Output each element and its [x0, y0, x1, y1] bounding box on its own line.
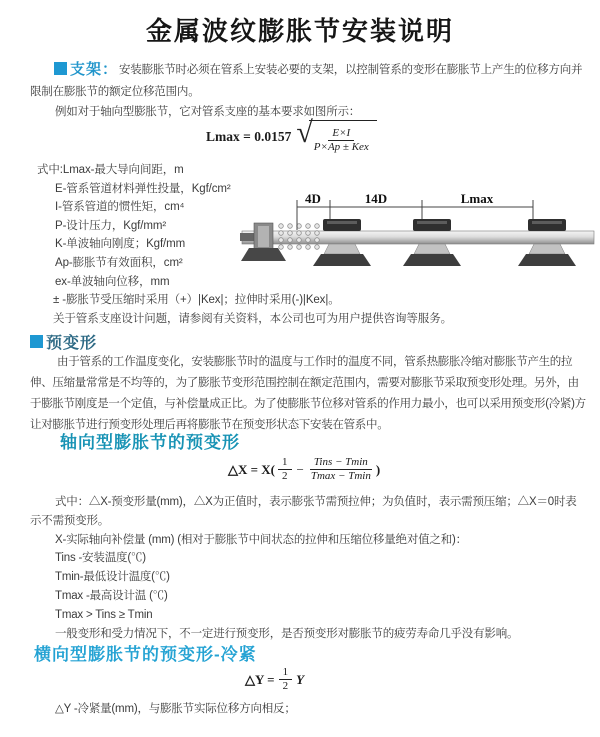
definition-line: K-单波轴向刚度；Kgf/mm — [55, 238, 186, 251]
axial-line: 示不需预变形。 — [30, 514, 110, 527]
pipe — [242, 231, 594, 244]
half-numerator: 1 — [278, 456, 292, 470]
axial-line: X-实际轴向补偿量 (mm) (相对于膨胀节中间状态的拉伸和压缩位移量绝对值之和)： — [55, 533, 467, 546]
axial-line: Tmax > Tins ≥ Tmin — [55, 608, 153, 621]
formula-lhs: Lmax = 0.0157 — [206, 129, 292, 145]
paragraph-line: 伸、压缩量常常是不均等的，为了膨胀节变形范围控制在额定范围内，需要对膨胀节采取预变形处理。另外，由 — [30, 377, 579, 389]
blue-square-bullet-icon — [30, 335, 43, 348]
definition-line: ± -膨胀节受压缩时采用（+）|Kex|；拉伸时采用(-)|Kex|。 — [53, 294, 340, 307]
half-denominator: 2 — [282, 680, 289, 693]
guide-spacing-formula — [206, 116, 377, 154]
axial-definitions-list — [30, 493, 577, 643]
blue-square-bullet-icon — [54, 62, 67, 75]
axial-predeform-formula — [228, 456, 380, 483]
lateral-note-line: △Y -冷紧量(mm)，与膨胀节实际位移方向相反； — [55, 703, 296, 715]
support-heading-label: 支架： — [70, 61, 119, 78]
formula-lhs: △X = X( — [228, 461, 276, 477]
definition-line: 关于管系支座设计问题，请参阅有关资料，本公司也可为用户提供咨询等服务。 — [53, 312, 452, 325]
section-heading-predeform — [30, 330, 97, 353]
formula-rhs: Y — [296, 671, 305, 687]
paragraph-line: 让对膨胀节进行预变形处理后再将膨胀节在预变形状态下安装在管系中。 — [30, 419, 389, 431]
temp-frac-numerator: Tins − Tmin — [310, 456, 372, 470]
definition-line: P-设计压力，Kgf/mm² — [55, 219, 167, 232]
support-example-line: 例如对于轴向型膨胀节，它对管系支座的基本要求如图所示： — [55, 106, 361, 118]
axial-line: 一般变形和受力情况下，不一定进行预变形，是否预变形对膨胀节的疲劳寿命几乎没有影响。 — [55, 627, 519, 640]
predeform-paragraph — [30, 352, 586, 436]
support-intro-line2: 限制在膨胀节的额定位移范围内。 — [30, 86, 200, 98]
support-intro-line1: 安装膨胀节时必须在管系上安装必要的支架，以控制管系的变形在膨胀节上产生的位移方向并 — [119, 64, 583, 76]
lateral-predeform-heading: 横向型膨胀节的预变形-冷紧 — [34, 645, 257, 664]
predeform-heading-label: 预变形 — [46, 335, 98, 352]
axial-predeform-heading: 轴向型膨胀节的预变形 — [60, 433, 240, 452]
close-paren: ) — [375, 461, 381, 477]
formula-numerator: E×I — [328, 127, 354, 141]
axial-line: Tmin-最低设计温度(℃) — [55, 571, 170, 584]
radical-expression — [296, 116, 376, 154]
half-numerator: 1 — [279, 666, 293, 680]
definition-line: 式中:Lmax-最大导向间距，m — [37, 164, 184, 176]
minus-operator: − — [296, 461, 304, 477]
formula-lhs: △Y = — [245, 671, 275, 687]
half-denominator: 2 — [282, 470, 288, 483]
dim-label-lmax: Lmax — [460, 192, 494, 206]
paragraph-line: 由于管系的工作温度变化，安装膨胀节时的温度与工作时的温度不同，管系热膨胀冷缩对膨胀节产生的拉 — [57, 356, 573, 368]
paragraph-line: 于膨胀节刚度是一个定值，与补偿量成正比。为了使膨胀节位移对管系的作用力最小，也可以采用预变形(冷紧)方 — [30, 398, 586, 410]
formula-denominator: P×Ap ± Kex — [313, 141, 369, 154]
definition-line: ex-单波轴向位移，mm — [55, 275, 170, 288]
lateral-predeform-formula — [245, 666, 304, 693]
dim-label-14d: 14D — [364, 192, 388, 206]
radical-sign-icon: √ — [296, 116, 313, 149]
axial-line: Tmax -最高设计温 (℃) — [55, 589, 168, 602]
definition-line: Ap-膨胀节有效面积，cm² — [55, 256, 183, 269]
page-title: 金属波纹膨胀节安装说明 — [145, 16, 454, 46]
dim-label-4d: 4D — [305, 192, 321, 206]
pipe-support-diagram — [240, 192, 596, 284]
definition-line: E-管系管道材料弹性投量，Kgf/cm² — [55, 182, 231, 195]
definition-line: I-管系管道的惯性矩，cm⁴ — [55, 201, 185, 214]
axial-line: 式中：△X-预变形量(mm)，△X为正值时，表示膨张节需预拉伸；为负值时，表示需预压缩；△X＝0时表 — [55, 496, 577, 508]
temp-frac-denominator: Tmax − Tmin — [310, 470, 371, 483]
section-heading-support — [54, 58, 118, 79]
axial-line: Tins -安装温度(℃) — [55, 552, 146, 565]
